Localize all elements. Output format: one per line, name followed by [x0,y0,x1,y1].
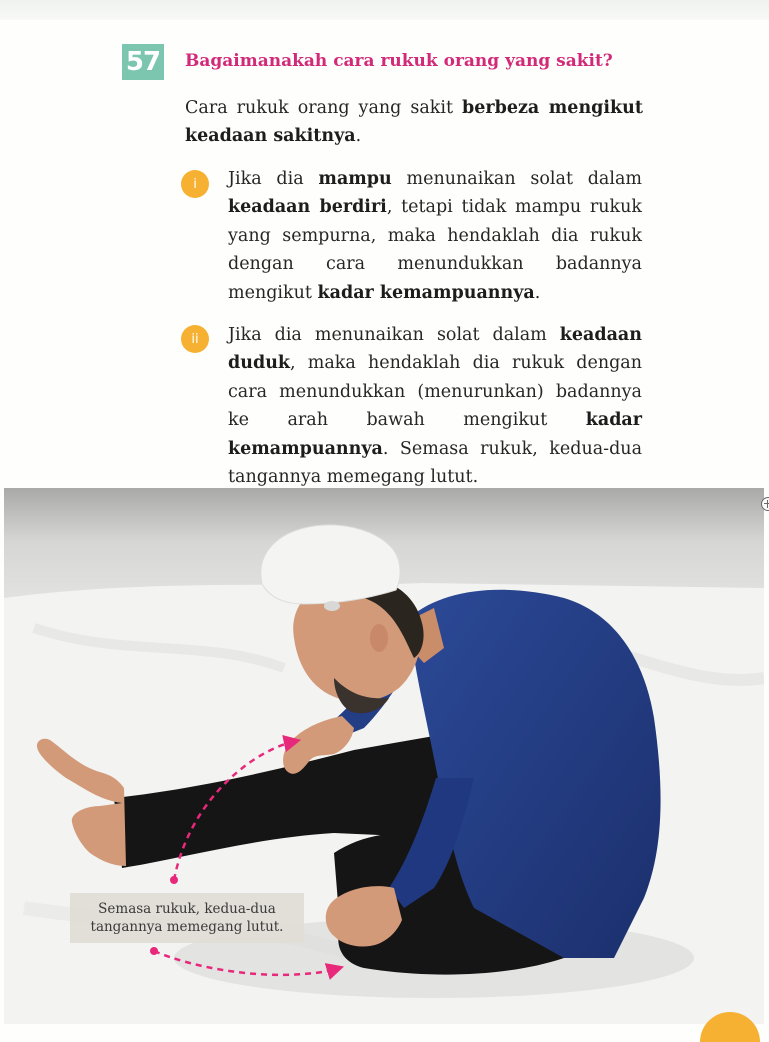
intro-end: . [355,126,362,146]
point-ii-text: Jika dia menunaikan solat dalam [228,325,560,345]
point-i-text: , tetapi tidak mampu rukuk yang sempurna, maka hendaklah dia rukuk dengan cara menundukkan badannya mengikut [228,197,642,303]
point-i-bold: kadar kemampuannya [317,282,535,303]
caption-line-2: tangannya memegang lutut. [90,919,284,935]
point-i-text: . [534,282,541,303]
photo-caption [70,893,304,943]
point-ii-text: . Semasa rukuk, kedua-dua tangannya memegang lutut. [228,438,642,488]
intro-bold-text: berbeza mengikut keadaan sakitnya [185,98,643,146]
point-i-text: Jika dia [228,169,319,189]
illustration-photo [4,488,764,1024]
question-number-badge: 57 [122,44,164,80]
point-i-text: menunaikan solat dalam [391,169,642,189]
point-ii-bold: keadaan duduk [228,325,642,374]
point-i-bold: keadaan berdiri [228,197,387,218]
point-ii-bold: kadar kemampuannya [228,410,642,459]
question-title: Bagaimanakah cara rukuk orang yang sakit? [185,51,613,71]
registration-mark-icon [761,497,769,511]
point-marker-i: i [181,170,209,198]
sitting-rukuk-illustration [4,488,764,1024]
top-header-strip [0,0,769,20]
point-i-bold: mampu [318,169,392,189]
intro-text: Cara rukuk orang yang sakit [185,98,463,118]
point-ii-paragraph [228,321,642,491]
intro-paragraph [185,94,643,150]
point-i-paragraph [228,165,642,307]
caption-line-1: Semasa rukuk, kedua-dua [98,901,276,917]
point-ii-text: , maka hendaklah dia rukuk dengan cara menundukkan (menurunkan) badannya ke arah bawah mengikut [228,353,642,431]
point-marker-ii: ii [181,325,209,353]
